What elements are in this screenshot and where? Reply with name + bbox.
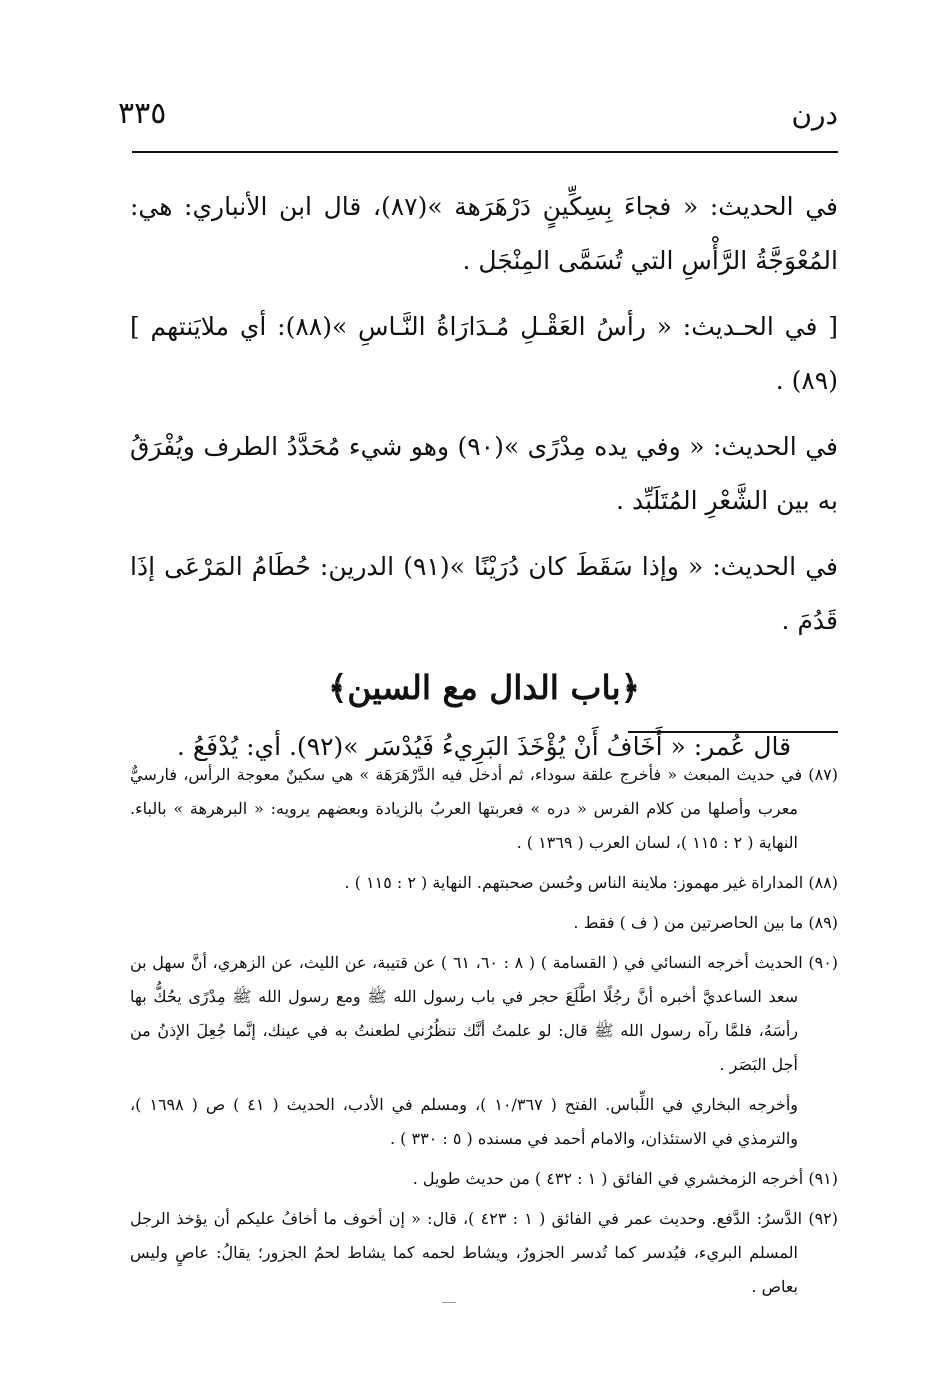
- paragraph-87: في الحديث: « فجاءَ بِسِكِّينٍ دَرْهَرَهة »(٨٧)، قال ابن الأنباري: هي: المُعْوَجَّةُ الرَّأْسِ التي تُسَمَّى المِنْجَل .: [130, 192, 839, 275]
- main-text: [130, 180, 838, 786]
- footnote-91: (٩١) أخرجه الزمخشري في الفائق ( ١ : ٤٣٢ ) من حديث طويل .: [412, 1169, 838, 1188]
- footnote-88: (٨٨) المداراة غير مهموز: ملاينة الناس وحُسن صحبتهم. النهاية ( ٢ : ١١٥ ) .: [344, 873, 838, 892]
- header-rule: [132, 151, 838, 153]
- footnote-92: (٩٢) الدَّسرُ: الدَّفع. وحديث عمر في الفائق ( ١ : ٤٢٣ )، قال: « إن أخوف ما أخافُ عليكم أن يؤخذ الرجل المسلم البريء، فيُدسر كما تُدسر الجزورُ، ويشاط لحمه كما يشاط لحمُ الجزور؛ يقالُ: عاصٍ وليس بعاص .: [130, 1209, 838, 1296]
- print-mark: [442, 1302, 456, 1303]
- paragraph-91: في الحديث: « وإذا سَقَطَ كان دُرَيْنًا »(٩١) الدرين: حُطَامُ المَرْعَى إذَا قَدُمَ .: [130, 552, 839, 635]
- footnotes: [130, 758, 838, 1310]
- section-title: ﴿باب الدال مع السين﴾: [327, 668, 641, 707]
- page-number: ٣٣٥: [118, 96, 167, 131]
- paragraph-90: في الحديث: « وفي يده مِدْرًى »(٩٠) وهو شيء مُحَدَّدُ الطرف ويُفْرَقُ به بين الشَّعْرِ المُتَلَبِّد .: [130, 432, 838, 515]
- footnote-89: (٨٩) ما بين الحاصرتين من ( ف ) فقط .: [573, 913, 838, 932]
- entry-word: درن: [791, 98, 838, 131]
- footnote-rule: [628, 731, 838, 733]
- paragraph-88: [ في الحـديث: « رأسُ العَقْـلِ مُـدَارَاةُ النَّـاسِ »(٨٨): أي ملايَنتهم ](٨٩) .: [130, 312, 838, 395]
- footnote-90-continued: وأخرجه البخاري في اللِّباس. الفتح ( ١٠/٣٦٧ )، ومسلم في الأدب، الحديث ( ٤١ ) ص ( ١٦٩٨ )، والترمذي في الاستئذان، والامام أحمد في مسنده ( ٥ : ٣٣٠ ) .: [130, 1095, 798, 1148]
- footnote-90: (٩٠) الحديث أخرجه النسائي في ( القسامة ) ( ٨ : ٦٠، ٦١ ) عن قتيبة، عن الليث، عن الزهري، أنَّ سهل بن سعد الساعديَّ أخبره أنَّ رجُلًا اطَّلَعَ حجر في باب رسول الله ﷺ ومع رسول الله ﷺ مِدْرًى يحُكُّ بها رأسَهُ، فلمَّا رآه رسول الله ﷺ قال: لو علمتُ أنَّك تنظُرُني لطعنتُ به في عينك، إنَّما جُعِلَ الإذنُ من أجل البَصَر .: [130, 953, 839, 1074]
- footnote-87: (٨٧) في حديث المبعث « فأخرج علقة سوداء، ثم أدخل فيه الدَّرْهَرَهَة » هي سكينٌ معوجة الرأس، فارسيٌّ معرب وأصلها من كلام الفرس « دره » فعربتها العربُ بالزيادة وبعضهم يرويه: « البرهرهة » بالباء. النهاية ( ٢ : ١١٥ )، لسان العرب ( ١٣٦٩ ) .: [130, 765, 838, 852]
- section-line: قال عُمر: « أَخَافُ أَنْ يُؤْخَذَ البَرِيءُ فَيُدْسَر »(٩٢). أي: يُدْفَعُ .: [176, 732, 792, 761]
